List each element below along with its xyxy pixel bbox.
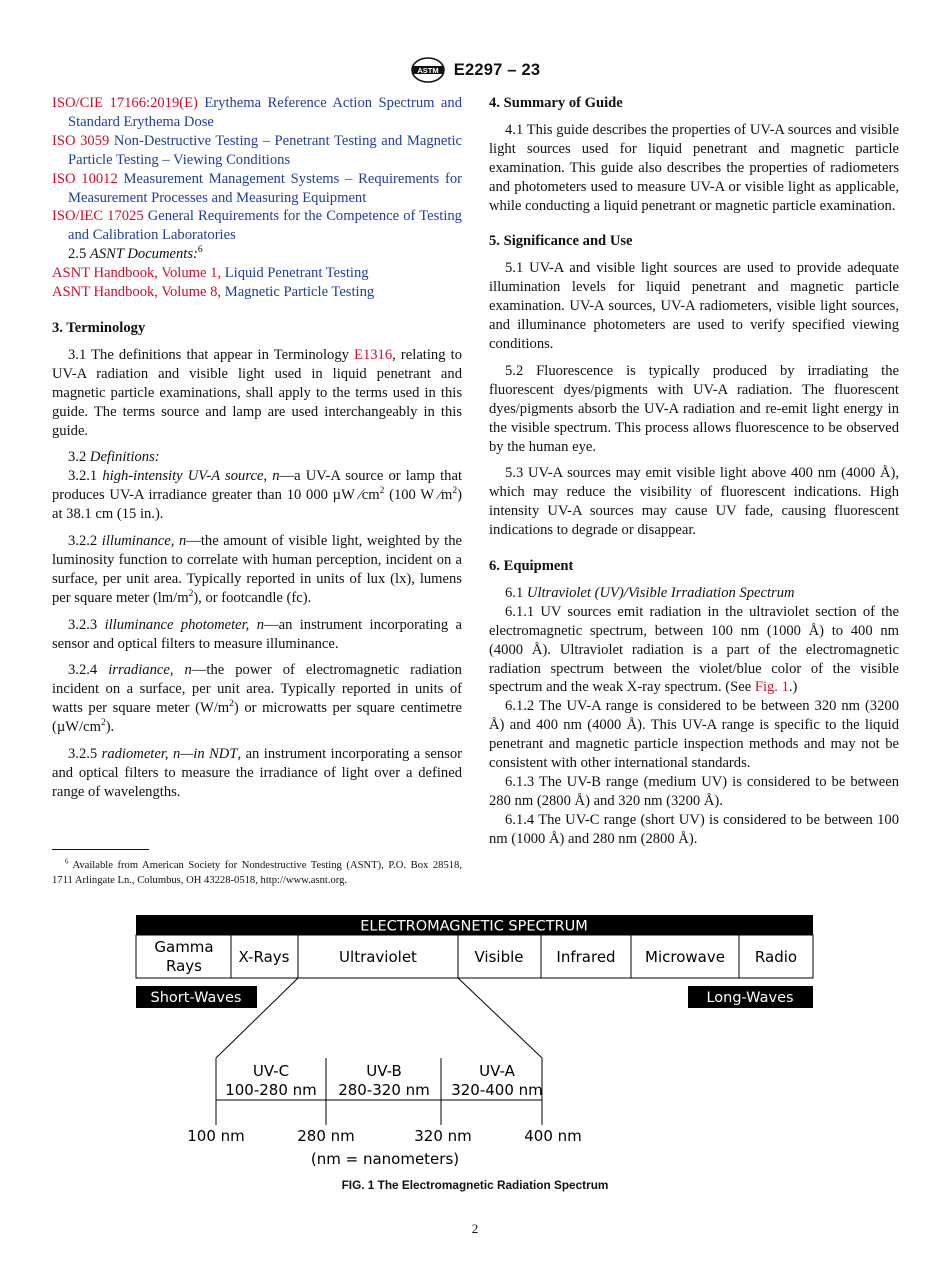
paragraph-3-2: 3.2 Definitions:: [68, 449, 160, 466]
asnt-documents-heading: [52, 245, 462, 264]
section-number: 2.5: [68, 246, 87, 263]
long-waves-label: Long-Waves: [706, 990, 794, 1006]
link-e1316[interactable]: E1316: [354, 346, 393, 363]
reference-title[interactable]: Erythema Reference Action Spectrum and Standard Erythema Dose: [68, 95, 462, 130]
reference-title[interactable]: Liquid Penetrant Testing: [224, 265, 369, 282]
paragraph-5-2: 5.2 Fluorescence is typically produced by irradiating the fluorescent dyes/pigments with UV-A radiation. The fluorescent dyes/pigments absorb the UV-A radiation and re-emit light energy in the visible spectrum. This process allows fluorescence to be observed by the human eye.: [489, 362, 899, 455]
zoom-line-right: [458, 978, 542, 1058]
link-fig-1[interactable]: Fig. 1: [754, 679, 789, 696]
reference-title[interactable]: Magnetic Particle Testing: [224, 284, 375, 301]
band-radio: Radio: [754, 948, 798, 966]
definition-3-2-1: 3.2.1 high-intensity UV-A source, n—a UV-A source or lamp that produces UV-A irradiance greater than 10 000 µW $⁄cm^2$ (100 W $⁄m^2$) at 38.1 cm (15 in.).: [52, 468, 463, 523]
reference-code[interactable]: ISO 10012: [52, 170, 118, 187]
reference-code[interactable]: ISO/IEC 17025: [52, 208, 144, 225]
tick-label-320: 320 nm: [414, 1127, 472, 1145]
reference-asnt-vol1: [52, 264, 462, 283]
reference-asnt-vol8: [52, 283, 462, 302]
reference-code[interactable]: ASNT Handbook, Volume 1,: [52, 265, 222, 282]
paragraph-5-1: 5.1 UV-A and visible light sources are used to provide adequate illumination levels for liquid penetrant and magnetic particle examination. UV-A sources, UV-A radiometers, visible light sources, and illuminance photometers are used to verify specified viewing conditions.: [489, 260, 899, 352]
uv-a-range: 320-400 nm: [451, 1081, 543, 1099]
tick-label-280: 280 nm: [297, 1127, 355, 1145]
paragraph-5-3: 5.3 UV-A sources may emit visible light above 400 nm (4000 Å), which may reduce the visibility of fluorescent indications. High intensity UV-A sources may cause UV fade, causing fluorescent indications to degrade or disappear.: [489, 465, 899, 539]
band-gamma-rays: Rays: [166, 957, 202, 975]
definition-3-2-5: 3.2.5 radiometer, n—in NDT, an instrument incorporating a sensor and optical filters to measure the irradiance of light over a defined range of wavelengths.: [52, 746, 462, 800]
definition-3-2-2: 3.2.2 illuminance, n—the amount of visible light, weighted by the luminosity function to correlate with human perception, incident on a surface, per unit area. Typically reported in units of lux (lx), lumens per square meter $(lm/m^2)$, or footcandle (fc).: [52, 533, 463, 606]
reference-title[interactable]: Non-Destructive Testing – Penetrant Testing and Magnetic Particle Testing – Viewing Conditions: [68, 132, 462, 168]
section-heading-terminology: 3. Terminology: [52, 319, 146, 336]
section-heading-equipment: 6. Equipment: [489, 558, 574, 575]
reference-code[interactable]: ASNT Handbook, Volume 8,: [52, 284, 222, 301]
spectrum-title: ELECTROMAGNETIC SPECTRUM: [360, 918, 588, 935]
paragraph-4-1: 4.1 This guide describes the properties of UV-A sources and visible light sources used for liquid penetrant and magnetic particle examination. This guide also describes the properties of radiometers and photometers used to measure UV-A or visible light as applicable, while conducting a liquid penetrant or magnetic particle examination.: [489, 121, 899, 214]
reference-code[interactable]: ISO 3059: [52, 132, 110, 149]
band-gamma: Gamma: [154, 938, 214, 956]
footnote-6: $^6$ Available from American Society for Nondestructive Testing (ASNT), P.O. Box 28518, 1711 Arlingate Ln., Columbus, OH 43228-0518, http://www.asnt.org.: [52, 857, 462, 886]
band-ultraviolet: Ultraviolet: [339, 948, 417, 966]
paragraph-6-1-4: 6.1.4 The UV-C range (short UV) is considered to be between 100 nm (1000 Å) and 280 nm (2800 Å).: [489, 811, 899, 847]
definition-3-2-4: 3.2.4 irradiance, n—the power of electromagnetic radiation incident on a surface, per unit area. Typically reported in units of watts per square meter $(W/m^2)$ or microwatts per square centimetre $(\mu W/cm^2)$.: [52, 662, 462, 736]
section-label: ASNT Documents:: [89, 246, 198, 263]
unit-note: (nm = nanometers): [310, 1150, 460, 1168]
section-heading-summary: 4. Summary of Guide: [489, 95, 623, 111]
uv-c-range: 100-280 nm: [225, 1081, 317, 1099]
page-number: 2: [471, 1221, 479, 1236]
reference-iso-iec-17025: [52, 207, 462, 245]
definition-3-2-3: 3.2.3 illuminance photometer, n—an instrument incorporating a sensor and optical filters to measure illuminance.: [52, 616, 462, 652]
tick-label-100: 100 nm: [187, 1127, 245, 1145]
band-x-rays: X-Rays: [238, 948, 290, 966]
reference-iso-cie-17166: [52, 94, 462, 132]
band-infrared: Infrared: [556, 948, 616, 966]
paragraph-6-1-2: 6.1.2 The UV-A range is considered to be between 320 nm (3200 Å) and 400 nm (4000 Å). This UV-A range is specific to the liquid penetrant and magnetic particle inspection methods and may not be consistent with other international standards.: [489, 698, 899, 772]
figure-em-spectrum: [0, 905, 950, 1180]
uv-b-range: 280-320 nm: [338, 1081, 430, 1099]
document-id: E2297 – 23: [453, 60, 541, 79]
logo-text: ASTM: [417, 65, 439, 75]
paragraph-3-1: 3.1 The definitions that appear in Terminology E1316, relating to UV-A radiation and visible light used in liquid penetrant and magnetic particle examinations, shall apply to the terms used in this guide. The terms source and lamp are used interchangeably in this guide.: [52, 346, 462, 439]
reference-title[interactable]: Measurement Management Systems – Requirements for Measurement Processes and Measuring Equipment: [68, 170, 462, 206]
footnote-ref: 6: [197, 245, 203, 256]
astm-logo-icon: [410, 56, 446, 84]
page-header: [0, 56, 950, 84]
figure-caption: FIG. 1 The Electromagnetic Radiation Spectrum: [341, 1178, 609, 1192]
uv-b-name: UV-B: [366, 1062, 402, 1080]
band-microwave: Microwave: [645, 948, 725, 966]
uv-c-name: UV-C: [252, 1062, 290, 1080]
reference-title[interactable]: General Requirements for the Competence of Testing and Calibration Laboratories: [68, 208, 462, 244]
reference-code[interactable]: ISO/CIE 17166:2019(E): [52, 95, 198, 111]
tick-label-400: 400 nm: [524, 1127, 582, 1145]
paragraph-6-1-3: 6.1.3 The UV-B range (medium UV) is considered to be between 280 nm (2800 Å) and 320 nm (3200 Å).: [489, 774, 899, 809]
band-visible: Visible: [474, 948, 524, 966]
uv-a-name: UV-A: [479, 1062, 515, 1080]
footnote-divider: [52, 849, 149, 850]
paragraph-6-1: 6.1 Ultraviolet (UV)/Visible Irradiation Spectrum: [505, 584, 795, 601]
paragraph-6-1-1: 6.1.1 UV sources emit radiation in the ultraviolet section of the electromagnetic spectrum, between 100 nm (1000 Å) to 400 nm (4000 Å). Ultraviolet radiation is a part of the electromagnetic radiation spectrum between the violet/blue color of the visible spectrum and the weak X-ray spectrum. (See Fig. 1.): [489, 603, 899, 696]
reference-iso-10012: [52, 170, 462, 208]
section-heading-significance: 5. Significance and Use: [489, 233, 633, 250]
left-column: [52, 94, 462, 802]
short-waves-label: Short-Waves: [150, 990, 242, 1006]
reference-iso-3059: [52, 132, 462, 170]
right-column: [489, 94, 899, 849]
